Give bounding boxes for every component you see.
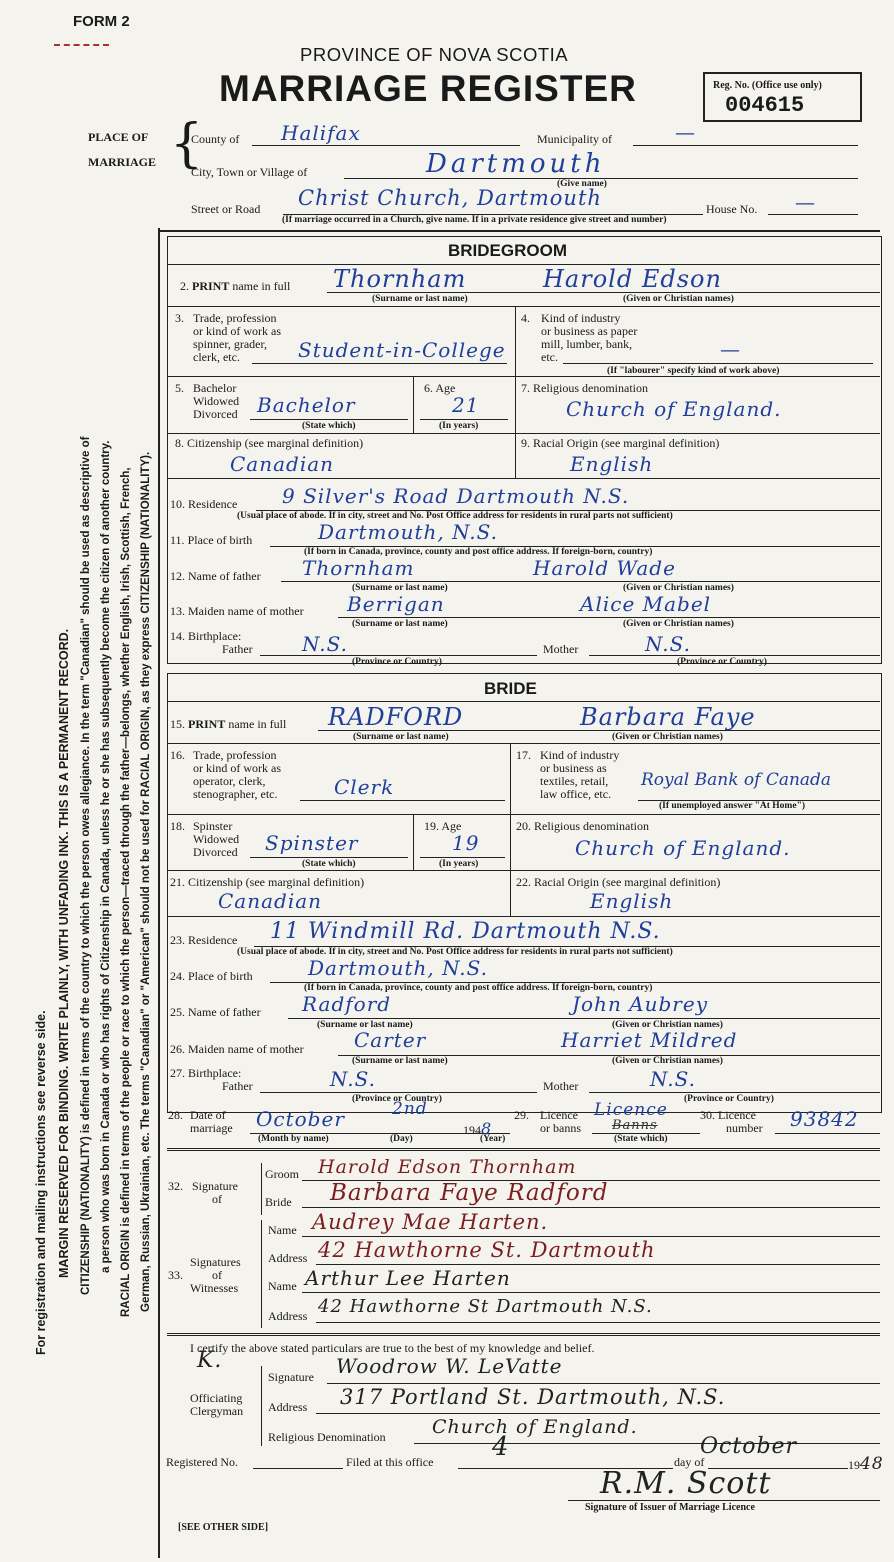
bride-trade-label-3: operator, clerk, (193, 774, 266, 788)
licence-no-label-2: number (726, 1121, 763, 1135)
bride-racial: English (590, 889, 674, 913)
filed-day: 4 (492, 1432, 510, 1462)
side-note-4: a person who was born in Canada or who has rights of Citizenship in Canada, unless he or she has subsequently become the citizen of another country. (100, 440, 112, 1273)
item-6-num: 6. (424, 381, 433, 395)
form-title: MARRIAGE REGISTER (219, 68, 637, 109)
w1-name: Audrey Mae Harten. (312, 1210, 549, 1234)
groom-pob-label: Place of birth (187, 533, 253, 547)
bride-trade: Clerk (334, 775, 395, 799)
see-other-side: [SEE OTHER SIDE] (178, 1522, 269, 1533)
groom-trade-label-1: Trade, profession (193, 311, 277, 325)
marriage-year-prefix: 194 (463, 1123, 481, 1137)
groom-status-label-3: Divorced (193, 407, 238, 421)
bride-father-surname-note: (Surname or last name) (317, 1020, 413, 1030)
side-note-1: For registration and mailing instructions see reverse side. (34, 1010, 48, 1355)
licence-label-1: Licence (540, 1108, 578, 1122)
side-note-3: CITIZENSHIP (NATIONALITY) is defined in terms of the country to which the person owes allegiance. In the term "Canadian" should be used as descriptive of (80, 436, 92, 1295)
bride-cit-label: Citizenship (see marginal definition) (188, 875, 365, 889)
w1-name-label: Name (268, 1223, 297, 1237)
bride-name-in-full-label: name in full (228, 717, 287, 731)
licence-label-2: or banns (540, 1121, 581, 1135)
item-7-num: 7. (521, 381, 530, 395)
bride-given-note: (Given or Christian names) (612, 732, 723, 742)
wit-label-2: of (212, 1268, 222, 1282)
sig-label-2: of (212, 1192, 222, 1206)
licence-or-banns: Licence (594, 1100, 668, 1120)
item-25-num: 25. (170, 1005, 185, 1019)
date-label-1: Date of (190, 1108, 226, 1122)
bride-status-note: (State which) (302, 859, 356, 869)
bride-bp-father-label: Father (222, 1079, 253, 1093)
filed-label: Filed at this office (346, 1455, 434, 1469)
certify-text: I certify the above stated particulars are true to the best of my knowledge and belief. (190, 1341, 595, 1355)
groom-bp-father-label: Father (222, 642, 253, 656)
groom-status-note: (State which) (302, 421, 356, 431)
groom-sig-label: Groom (265, 1167, 299, 1181)
groom-res-note: (Usual place of abode. If in city, street and No. Post Office address for residents in rural parts not sufficient) (237, 511, 673, 521)
groom-pob: Dartmouth, N.S. (318, 520, 498, 544)
item-28-num: 28. (168, 1108, 183, 1122)
item-21-num: 21. (170, 875, 185, 889)
item-13-num: 13. (170, 604, 185, 618)
groom-bp-father: N.S. (302, 632, 348, 656)
bridegroom-section (167, 236, 882, 664)
marriage-day: 2nd (392, 1099, 428, 1119)
groom-religion-label: Religious denomination (533, 381, 648, 395)
groom-father-given: Harold Wade (533, 556, 676, 580)
clergy-denom-label: Religious Denomination (268, 1430, 386, 1444)
groom-mother-surname-note: (Surname or last name) (352, 619, 448, 629)
groom-trade: Student-in-College (298, 338, 506, 362)
bride-trade-label-4: stenographer, etc. (193, 787, 278, 801)
w1-address-label: Address (268, 1251, 308, 1265)
w2-address: 42 Hawthorne St Dartmouth N.S. (318, 1296, 653, 1317)
filed-year-prefix: 19 (848, 1458, 860, 1472)
item-33-num: 33. (168, 1268, 183, 1282)
groom-citizenship: Canadian (230, 452, 335, 476)
groom-given-note: (Given or Christian names) (623, 294, 734, 304)
w2-address-label: Address (268, 1309, 308, 1323)
bride-mother-surname: Carter (354, 1028, 427, 1052)
banns-struck: Banns (612, 1118, 658, 1133)
item-22-num: 22. (516, 875, 531, 889)
groom-surname-note: (Surname or last name) (372, 294, 468, 304)
licence-number: 93842 (790, 1107, 859, 1131)
bride-father-given-note: (Given or Christian names) (612, 1020, 723, 1030)
groom-mother-given: Alice Mabel (580, 592, 712, 616)
groom-signature: Harold Edson Thornham (318, 1156, 577, 1178)
house-value: — (795, 190, 816, 214)
unemployed-note: (If unemployed answer "At Home") (659, 801, 806, 811)
side-note-2: MARGIN RESERVED FOR BINDING. WRITE PLAINLY, WITH UNFADING INK. THIS IS A PERMANENT RECORD. (57, 628, 71, 1278)
groom-residence: 9 Silver's Road Dartmouth N.S. (282, 484, 630, 508)
bride-bp-mother: N.S. (650, 1067, 696, 1091)
day-note: (Day) (390, 1134, 413, 1144)
bride-age: 19 (452, 831, 480, 855)
bride-industry: Royal Bank of Canada (641, 770, 832, 790)
street-label: Street or Road (191, 202, 261, 216)
bride-res-note: (Usual place of abode. If in city, street and No. Post Office address for residents in rural parts not sufficient) (237, 947, 673, 957)
groom-ind-label-1: Kind of industry (541, 311, 621, 325)
side-note-6: German, Russian, Ukrainian, etc. The terms "Canadian" or "American" should not be used for RACIAL ORIGIN, as they express CITIZENSHIP (NATIONALITY). (140, 451, 152, 1312)
bride-surname-note: (Surname or last name) (353, 732, 449, 742)
bride-print-label: PRINT (188, 717, 226, 731)
bride-bp-father: N.S. (330, 1067, 376, 1091)
bride-given: Barbara Faye (580, 703, 756, 731)
bride-bp-mother-note: (Province or Country) (684, 1094, 774, 1104)
groom-surname: Thornham (333, 265, 467, 293)
certify-mark: K. (197, 1348, 223, 1373)
item-14-num: 14. (170, 629, 185, 643)
year-note: (Year) (480, 1134, 506, 1144)
bride-ind-label-3: textiles, retail, (540, 774, 609, 788)
reg-office-note: (Office use only) (751, 80, 822, 91)
filed-day-label: day of (674, 1455, 705, 1469)
bride-bp-label: Birthplace: (188, 1066, 242, 1080)
item-24-num: 24. (170, 969, 185, 983)
form-label: FORM 2 (73, 13, 130, 30)
issuer-signature: R.M. Scott (600, 1466, 772, 1501)
house-label: House No. (706, 202, 758, 216)
bride-age-label: Age (441, 819, 462, 833)
bride-status-label-3: Divorced (193, 845, 238, 859)
reg-label: Reg. No. (713, 80, 750, 91)
issuer-label: Signature of Issuer of Marriage Licence (585, 1502, 755, 1513)
bride-pob-note: (If born in Canada, province, county and post office address. If foreign-born, country) (304, 983, 653, 993)
clergy-denomination: Church of England. (432, 1416, 638, 1438)
item-12-num: 12. (170, 569, 185, 583)
groom-mother-given-note: (Given or Christian names) (623, 619, 734, 629)
groom-status-label-2: Widowed (193, 394, 240, 408)
clergy-signature: Woodrow W. LeVatte (336, 1354, 563, 1378)
bride-residence: 11 Windmill Rd. Dartmouth N.S. (270, 919, 661, 944)
municipality-value: — (675, 120, 696, 144)
bride-mother-given-note: (Given or Christian names) (612, 1056, 723, 1066)
labourer-note: (If "labourer" specify kind of work above) (607, 366, 780, 376)
bride-mother-given: Harriet Mildred (561, 1028, 738, 1052)
groom-father-surname: Thornham (302, 556, 415, 580)
bride-mother-surname-note: (Surname or last name) (352, 1056, 448, 1066)
w2-name-label: Name (268, 1279, 297, 1293)
bride-pob-label: Place of birth (188, 969, 253, 983)
sig-label-1: Signature (192, 1179, 238, 1193)
groom-trade-label-2: or kind of work as (193, 324, 281, 338)
groom-father-surname-note: (Surname or last name) (352, 583, 448, 593)
bride-ind-label-1: Kind of industry (540, 748, 620, 762)
groom-age: 21 (452, 393, 480, 417)
item-19-num: 19. (424, 819, 439, 833)
bride-racial-label: Racial Origin (see marginal definition) (534, 875, 721, 889)
licence-no-label-1: Licence (718, 1108, 756, 1122)
groom-age-label: Age (435, 381, 456, 395)
w1-address: 42 Hawthorne St. Dartmouth (318, 1238, 656, 1262)
street-note: (If marriage occurred in a Church, give name. If in a private residence give street and number) (282, 215, 667, 225)
groom-bp-mother-note: (Province or Country) (677, 657, 767, 667)
groom-ind-label-4: etc. (541, 350, 558, 364)
w2-name: Arthur Lee Harten (305, 1266, 511, 1290)
month-note: (Month by name) (258, 1134, 329, 1144)
wit-label-1: Signatures (190, 1255, 241, 1269)
city-label: City, Town or Village of (191, 165, 308, 179)
bride-mother-label: Maiden name of mother (188, 1042, 304, 1056)
item-27-num: 27. (170, 1066, 185, 1080)
province-heading: PROVINCE OF NOVA SCOTIA (300, 44, 569, 65)
marriage-month: October (256, 1107, 345, 1131)
groom-status: Bachelor (257, 393, 356, 417)
filed-month: October (700, 1434, 798, 1459)
wit-label-3: Witnesses (190, 1281, 239, 1295)
bride-bp-mother-label: Mother (543, 1079, 579, 1093)
reg-number: 004615 (725, 93, 805, 118)
bride-father-label: Name of father (188, 1005, 261, 1019)
item-16-num: 16. (170, 748, 185, 762)
item-9-num: 9. (521, 436, 530, 450)
bride-father-surname: Radford (302, 992, 392, 1016)
item-8-num: 8. (175, 436, 184, 450)
bride-signature: Barbara Faye Radford (330, 1180, 609, 1206)
groom-mother-label: Maiden name of mother (188, 604, 304, 618)
groom-bp-label: Birthplace: (188, 629, 242, 643)
item-15-num: 15. (170, 717, 185, 731)
item-5-num: 5. (175, 381, 184, 395)
place-brace: { (170, 114, 204, 174)
registered-label: Registered No. (166, 1455, 238, 1469)
clergy-sig-label: Signature (268, 1370, 314, 1384)
item-23-num: 23. (170, 933, 185, 947)
name-in-full-label: name in full (232, 279, 291, 293)
groom-trade-label-4: clerk, etc. (193, 350, 240, 364)
filed-year-suffix: 48 (860, 1454, 884, 1474)
bride-surname: RADFORD (328, 703, 464, 731)
groom-father-given-note: (Given or Christian names) (623, 583, 734, 593)
clergy-address-label: Address (268, 1400, 308, 1414)
item-20-num: 20. (516, 819, 531, 833)
clergy-label-1: Officiating (190, 1391, 243, 1405)
date-label-2: marriage (190, 1121, 233, 1135)
groom-religion: Church of England. (566, 397, 782, 421)
print-label: PRINT (192, 279, 230, 293)
item-11-num: 11. (170, 533, 185, 547)
groom-trade-label-3: spinner, grader, (193, 337, 268, 351)
item-26-num: 26. (170, 1042, 185, 1056)
groom-mother-surname: Berrigan (347, 592, 445, 616)
item-17-num: 17. (516, 748, 531, 762)
municipality-label: Municipality of (537, 132, 612, 146)
bride-citizenship: Canadian (218, 889, 323, 913)
groom-cit-label: Citizenship (see marginal definition) (187, 436, 364, 450)
bride-father-given: John Aubrey (572, 992, 708, 1016)
place-label-2: MARRIAGE (88, 155, 156, 169)
bride-religion-label: Religious denomination (534, 819, 649, 833)
bride-pob: Dartmouth, N.S. (308, 956, 488, 980)
groom-res-label: Residence (188, 497, 238, 511)
item-2-num: 2. (180, 279, 189, 293)
bride-status-label-1: Spinster (193, 819, 233, 833)
bride-ind-label-2: or business as (540, 761, 607, 775)
marriage-year-suffix: 8 (481, 1119, 493, 1138)
groom-bp-mother: N.S. (645, 632, 691, 656)
groom-bp-mother-label: Mother (543, 642, 579, 656)
groom-ind-label-2: or business as paper (541, 324, 638, 338)
county-label: County of (191, 132, 240, 146)
bride-status-label-2: Widowed (193, 832, 240, 846)
groom-given: Harold Edson (543, 265, 722, 293)
bride-heading: BRIDE (484, 679, 537, 698)
groom-racial-label: Racial Origin (see marginal definition) (533, 436, 720, 450)
bride-res-label: Residence (188, 933, 238, 947)
clergy-label-2: Clergyman (190, 1404, 244, 1418)
bride-religion: Church of England. (575, 836, 791, 860)
bride-sig-label: Bride (265, 1195, 292, 1209)
groom-industry: — (720, 337, 741, 361)
item-18-num: 18. (170, 819, 185, 833)
margin-mark (54, 44, 109, 46)
groom-bp-father-note: (Province or Country) (352, 657, 442, 667)
street-value: Christ Church, Dartmouth (298, 186, 602, 210)
groom-racial: English (570, 452, 654, 476)
item-10-num: 10. (170, 497, 185, 511)
clergy-address: 317 Portland St. Dartmouth, N.S. (340, 1385, 726, 1409)
item-29-num: 29. (514, 1108, 529, 1122)
form-left-border (158, 228, 160, 1558)
city-value: Dartmouth (426, 149, 606, 179)
side-note-5: RACIAL ORIGIN is defined in terms of the people or race to which the person—traced through the father—belongs, whether English, Irish, Scottish, French, (120, 467, 132, 1317)
bride-trade-label-1: Trade, profession (193, 748, 277, 762)
bride-status: Spinster (265, 831, 359, 855)
county-value: Halifax (281, 121, 361, 145)
groom-father-label: Name of father (188, 569, 261, 583)
licence-state-note: (State which) (614, 1134, 668, 1144)
bride-trade-label-2: or kind of work as (193, 761, 281, 775)
place-label-1: PLACE OF (88, 130, 149, 144)
bride-bp-father-note: (Province or Country) (352, 1094, 442, 1104)
bridegroom-heading: BRIDEGROOM (448, 241, 567, 260)
item-4-num: 4. (521, 311, 530, 325)
groom-ind-label-3: mill, lumber, bank, (541, 337, 633, 351)
item-30-num: 30. (700, 1108, 715, 1122)
reg-number-box (703, 72, 862, 122)
item-3-num: 3. (175, 311, 184, 325)
groom-pob-note: (If born in Canada, province, county and post office address. If foreign-born, country) (304, 547, 653, 557)
give-name-note: (Give name) (557, 179, 607, 189)
item-32-num: 32. (168, 1179, 183, 1193)
groom-status-label-1: Bachelor (193, 381, 237, 395)
groom-age-note: (In years) (439, 421, 479, 431)
bride-ind-label-4: law office, etc. (540, 787, 612, 801)
bride-age-note: (In years) (439, 859, 479, 869)
